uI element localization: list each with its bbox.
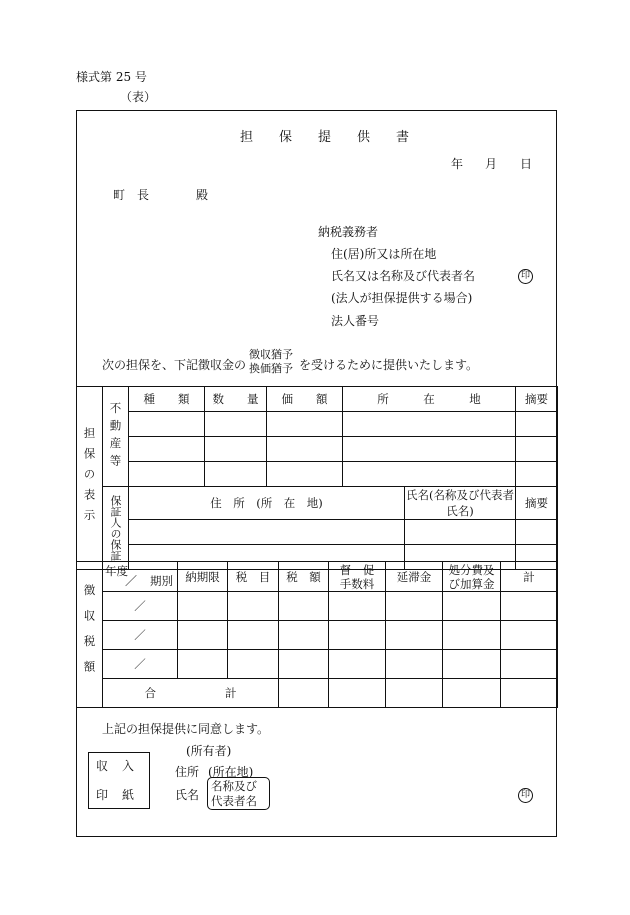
tax-cell[interactable] bbox=[228, 592, 279, 621]
collateral-cell[interactable] bbox=[267, 412, 343, 437]
guarantor-header-remarks: 摘要 bbox=[516, 487, 558, 520]
guarantor-cell[interactable] bbox=[516, 520, 558, 545]
collateral-cell[interactable] bbox=[129, 412, 205, 437]
tax-cell[interactable] bbox=[329, 621, 386, 650]
taxpayer-name-label: 氏名又は名称及び代表者名 bbox=[331, 269, 476, 283]
tax-cell[interactable] bbox=[279, 650, 329, 679]
tax-cell[interactable] bbox=[178, 592, 228, 621]
intro-options bbox=[249, 348, 293, 376]
owner-name-sub bbox=[211, 779, 257, 809]
guarantor-label: 保証人の保証 bbox=[103, 487, 129, 570]
tax-cell[interactable] bbox=[279, 592, 329, 621]
addressee-honorific: 殿 bbox=[196, 188, 209, 202]
year-period-cell[interactable] bbox=[103, 650, 178, 679]
header-tax-amount: 税 額 bbox=[279, 562, 329, 592]
year-period-header bbox=[103, 562, 178, 592]
owner-name-sub-line2: 代表者名 bbox=[211, 794, 257, 808]
tax-cell[interactable] bbox=[386, 621, 443, 650]
header-disposal-cost: 処分費及 び加算金 bbox=[443, 562, 501, 592]
header-due-date: 納期限 bbox=[178, 562, 228, 592]
owner-name-sub-line1: 名称及び bbox=[211, 779, 257, 793]
guarantor-cell[interactable] bbox=[129, 520, 405, 545]
date-month: 月 bbox=[485, 157, 498, 171]
collateral-cell[interactable] bbox=[343, 412, 516, 437]
collateral-section-label: 担保の表示 bbox=[77, 387, 103, 570]
owner-seal-mark: 印 bbox=[518, 788, 533, 803]
collateral-cell[interactable] bbox=[343, 462, 516, 487]
year-label: 年度 bbox=[105, 564, 128, 578]
header-remarks: 摘要 bbox=[516, 387, 558, 412]
date-day: 日 bbox=[520, 157, 533, 171]
taxpayer-seal-mark: 印 bbox=[518, 269, 533, 284]
total-cell[interactable] bbox=[443, 679, 501, 708]
form-title: 担 保 提 供 書 bbox=[240, 130, 410, 145]
intro-option-conversion-deferral: 換価猶予 bbox=[249, 362, 293, 375]
owner-address-label: 住所 bbox=[175, 765, 200, 779]
tax-cell[interactable] bbox=[329, 650, 386, 679]
tax-cell[interactable] bbox=[443, 592, 501, 621]
guarantor-header-name: 氏名(名称及び代表者氏名) bbox=[406, 488, 514, 518]
period-label: 期別 bbox=[150, 574, 173, 588]
collateral-cell[interactable] bbox=[516, 437, 558, 462]
year-period-slash: ／ bbox=[134, 599, 146, 613]
addressee-name: 町 長 bbox=[113, 188, 150, 202]
tax-amount-table bbox=[76, 561, 558, 708]
collateral-cell[interactable] bbox=[205, 437, 267, 462]
total-cell[interactable] bbox=[279, 679, 329, 708]
taxpayer-corporate-number-label: 法人番号 bbox=[331, 314, 380, 328]
date-year: 年 bbox=[451, 157, 464, 171]
collateral-cell[interactable] bbox=[205, 412, 267, 437]
total-cell[interactable] bbox=[501, 679, 558, 708]
tax-cell[interactable] bbox=[443, 650, 501, 679]
year-period-slash: ／ bbox=[134, 628, 146, 642]
year-period-slash: ／ bbox=[125, 574, 138, 588]
collateral-cell[interactable] bbox=[267, 437, 343, 462]
consent-text: 上記の担保提供に同意します。 bbox=[102, 722, 270, 736]
header-demand-fee: 督 促 手数料 bbox=[329, 562, 386, 592]
tax-section-label: 徴収税額 bbox=[77, 562, 103, 708]
collateral-cell[interactable] bbox=[516, 412, 558, 437]
tax-cell[interactable] bbox=[279, 621, 329, 650]
form-number: 様式第 25 号 bbox=[76, 70, 147, 84]
header-total: 計 bbox=[501, 562, 558, 592]
total-cell[interactable] bbox=[329, 679, 386, 708]
tax-cell[interactable] bbox=[178, 650, 228, 679]
collateral-cell[interactable] bbox=[129, 462, 205, 487]
collateral-table bbox=[76, 386, 558, 570]
header-type: 種 類 bbox=[129, 387, 205, 412]
collateral-cell[interactable] bbox=[267, 462, 343, 487]
tax-cell[interactable] bbox=[443, 621, 501, 650]
tax-cell[interactable] bbox=[386, 592, 443, 621]
guarantor-cell[interactable] bbox=[405, 520, 516, 545]
form-side-label: （表） bbox=[120, 90, 157, 104]
taxpayer-address-label: 住(居)所又は所在地 bbox=[331, 247, 437, 261]
tax-cell[interactable] bbox=[329, 592, 386, 621]
collateral-cell[interactable] bbox=[343, 437, 516, 462]
tax-cell[interactable] bbox=[228, 621, 279, 650]
taxpayer-corporate-note: (法人が担保提供する場合) bbox=[331, 291, 473, 305]
year-period-cell[interactable] bbox=[103, 592, 178, 621]
revenue-stamp-line2: 印 紙 bbox=[96, 788, 136, 802]
header-value: 価 額 bbox=[267, 387, 343, 412]
total-cell[interactable] bbox=[386, 679, 443, 708]
header-quantity: 数 量 bbox=[205, 387, 267, 412]
collateral-cell[interactable] bbox=[129, 437, 205, 462]
owner-name-label: 氏名 bbox=[175, 788, 200, 802]
real-estate-label: 不動産等 bbox=[103, 387, 129, 487]
year-period-slash: ／ bbox=[134, 657, 146, 671]
revenue-stamp-line1: 収 入 bbox=[96, 759, 136, 773]
total-label: 合 計 bbox=[103, 679, 279, 708]
tax-cell[interactable] bbox=[501, 650, 558, 679]
header-location: 所 在 地 bbox=[343, 387, 516, 412]
collateral-cell[interactable] bbox=[205, 462, 267, 487]
collateral-cell[interactable] bbox=[516, 462, 558, 487]
guarantor-header-address: 住 所 (所 在 地) bbox=[129, 487, 405, 520]
header-delinquency-charge: 延滞金 bbox=[386, 562, 443, 592]
tax-cell[interactable] bbox=[501, 621, 558, 650]
tax-cell[interactable] bbox=[178, 621, 228, 650]
year-period-cell[interactable] bbox=[103, 621, 178, 650]
tax-cell[interactable] bbox=[386, 650, 443, 679]
taxpayer-label: 納税義務者 bbox=[318, 225, 379, 239]
owner-label: (所有者) bbox=[186, 744, 232, 758]
tax-cell[interactable] bbox=[501, 592, 558, 621]
intro-before: 次の担保を、下記徴収金の bbox=[102, 358, 247, 372]
tax-cell[interactable] bbox=[228, 650, 279, 679]
intro-after: を受けるために提供いたします。 bbox=[299, 358, 479, 372]
owner-address-sub: (所在地) bbox=[208, 765, 254, 779]
header-tax-item: 税 目 bbox=[228, 562, 279, 592]
intro-option-collection-deferral: 徴収猶予 bbox=[249, 348, 293, 361]
